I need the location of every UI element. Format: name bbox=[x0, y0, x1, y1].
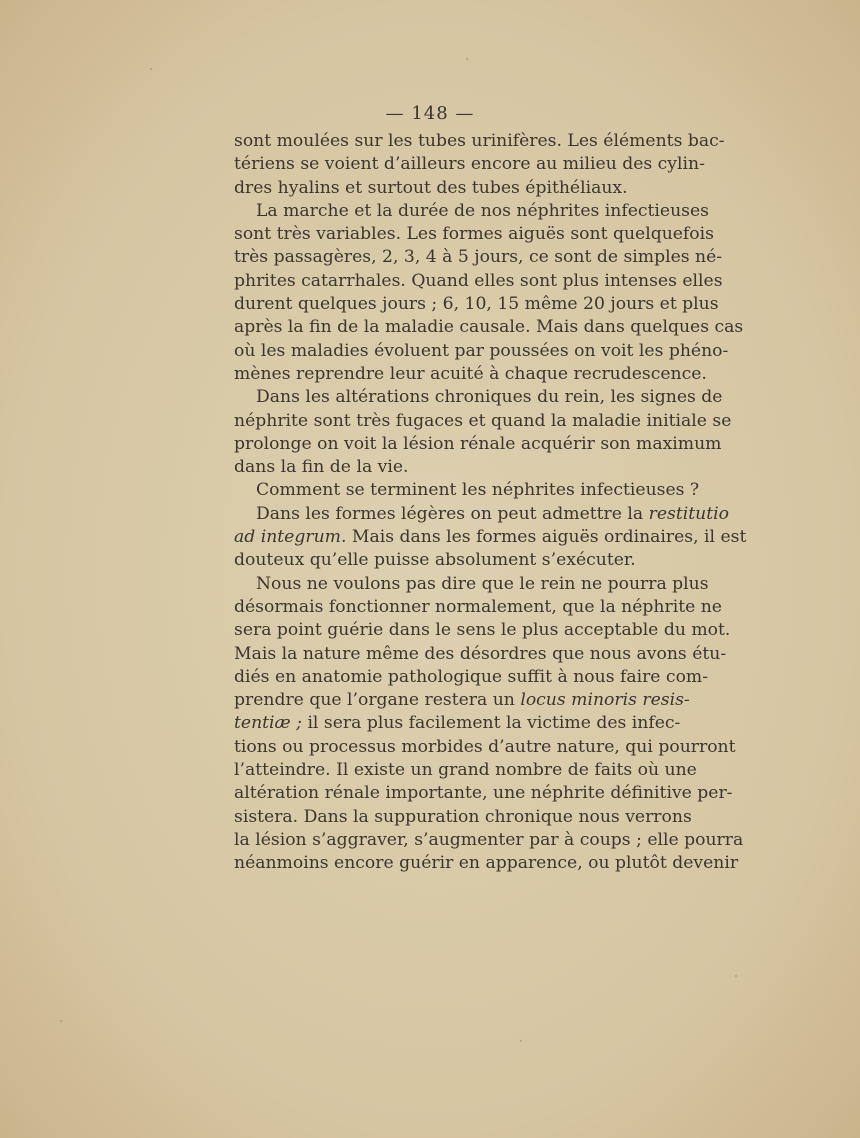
text-segment: Dans les formes légères on peut admettre la bbox=[256, 503, 644, 524]
text-line: dans la fin de la vie. bbox=[234, 457, 409, 478]
paper-speck bbox=[466, 58, 468, 60]
text-line: durent quelques jours ; 6, 10, 15 même 20 jours et plus bbox=[234, 294, 719, 315]
text-line: néanmoins encore guérir en apparence, ou plutôt devenir bbox=[234, 853, 739, 874]
paper-speck bbox=[60, 1020, 62, 1022]
body-text bbox=[234, 130, 747, 876]
paper-speck bbox=[150, 68, 152, 70]
text-segment: Mais dans les formes aiguës ordinaires, il est bbox=[351, 527, 747, 548]
text-line: très passagères, 2, 3, 4 à 5 jours, ce sont de simples né- bbox=[234, 247, 723, 268]
text-line bbox=[234, 526, 747, 549]
text-segment: prendre que l’organe restera un bbox=[234, 690, 515, 711]
text-line bbox=[234, 689, 690, 712]
text-line: tions ou processus morbides d’autre nature, qui pourront bbox=[234, 736, 736, 757]
text-segment: il sera plus facilement la victime des infec- bbox=[307, 713, 681, 734]
text-line: sont moulées sur les tubes urinifères. Les éléments bac- bbox=[234, 131, 725, 151]
text-line: sera point guérie dans le sens le plus acceptable du mot. bbox=[234, 620, 731, 641]
paragraph-start-line bbox=[234, 503, 729, 526]
text-line: sont très variables. Les formes aiguës sont quelquefois bbox=[234, 224, 714, 245]
text-line: Mais la nature même des désordres que nous avons étu- bbox=[234, 643, 727, 664]
text-line: mènes reprendre leur acuité à chaque recrudescence. bbox=[234, 363, 707, 384]
paper-speck bbox=[520, 1040, 522, 1042]
paragraph-start-line: La marche et la durée de nos néphrites infectieuses bbox=[256, 200, 709, 221]
text-line: diés en anatomie pathologique suffit à nous faire com- bbox=[234, 666, 709, 687]
text-line: prolonge on voit la lésion rénale acquérir son maximum bbox=[234, 433, 722, 454]
text-line: après la fin de la maladie causale. Mais dans quelques cas bbox=[234, 317, 744, 338]
page-number: — 148 — bbox=[385, 103, 475, 124]
text-line: néphrite sont très fugaces et quand la maladie initiale se bbox=[234, 410, 732, 431]
text-line: où les maladies évoluent par poussées on voit les phéno- bbox=[234, 340, 729, 361]
text-line: désormais fonctionner normalement, que la néphrite ne bbox=[234, 596, 722, 617]
paragraph-start-line: Comment se terminent les néphrites infectieuses ? bbox=[256, 480, 700, 501]
paper-speck bbox=[735, 975, 737, 977]
paragraph-start-line: Dans les altérations chroniques du rein, les signes de bbox=[256, 387, 723, 408]
text-line: la lésion s’aggraver, s’augmenter par à coups ; elle pourra bbox=[234, 829, 744, 850]
text-line: phrites catarrhales. Quand elles sont plus intenses elles bbox=[234, 270, 723, 291]
text-line: tériens se voient d’ailleurs encore au milieu des cylin- bbox=[234, 154, 705, 175]
latin-phrase: tentiæ ; bbox=[234, 713, 302, 734]
text-line bbox=[234, 712, 681, 735]
latin-phrase: ad integrum. bbox=[234, 527, 347, 548]
text-line: sistera. Dans la suppuration chronique nous verrons bbox=[234, 806, 692, 827]
text-line: altération rénale importante, une néphrite définitive per- bbox=[234, 783, 733, 804]
text-line: dres hyalins et surtout des tubes épithéliaux. bbox=[234, 177, 628, 198]
latin-phrase: restitutio bbox=[648, 503, 729, 524]
paragraph-start-line: Nous ne voulons pas dire que le rein ne pourra plus bbox=[256, 573, 709, 594]
text-line: douteux qu’elle puisse absolument s’exécuter. bbox=[234, 550, 636, 571]
text-line: l’atteindre. Il existe un grand nombre de faits où une bbox=[234, 760, 697, 781]
latin-phrase: locus minoris resis- bbox=[520, 690, 690, 711]
